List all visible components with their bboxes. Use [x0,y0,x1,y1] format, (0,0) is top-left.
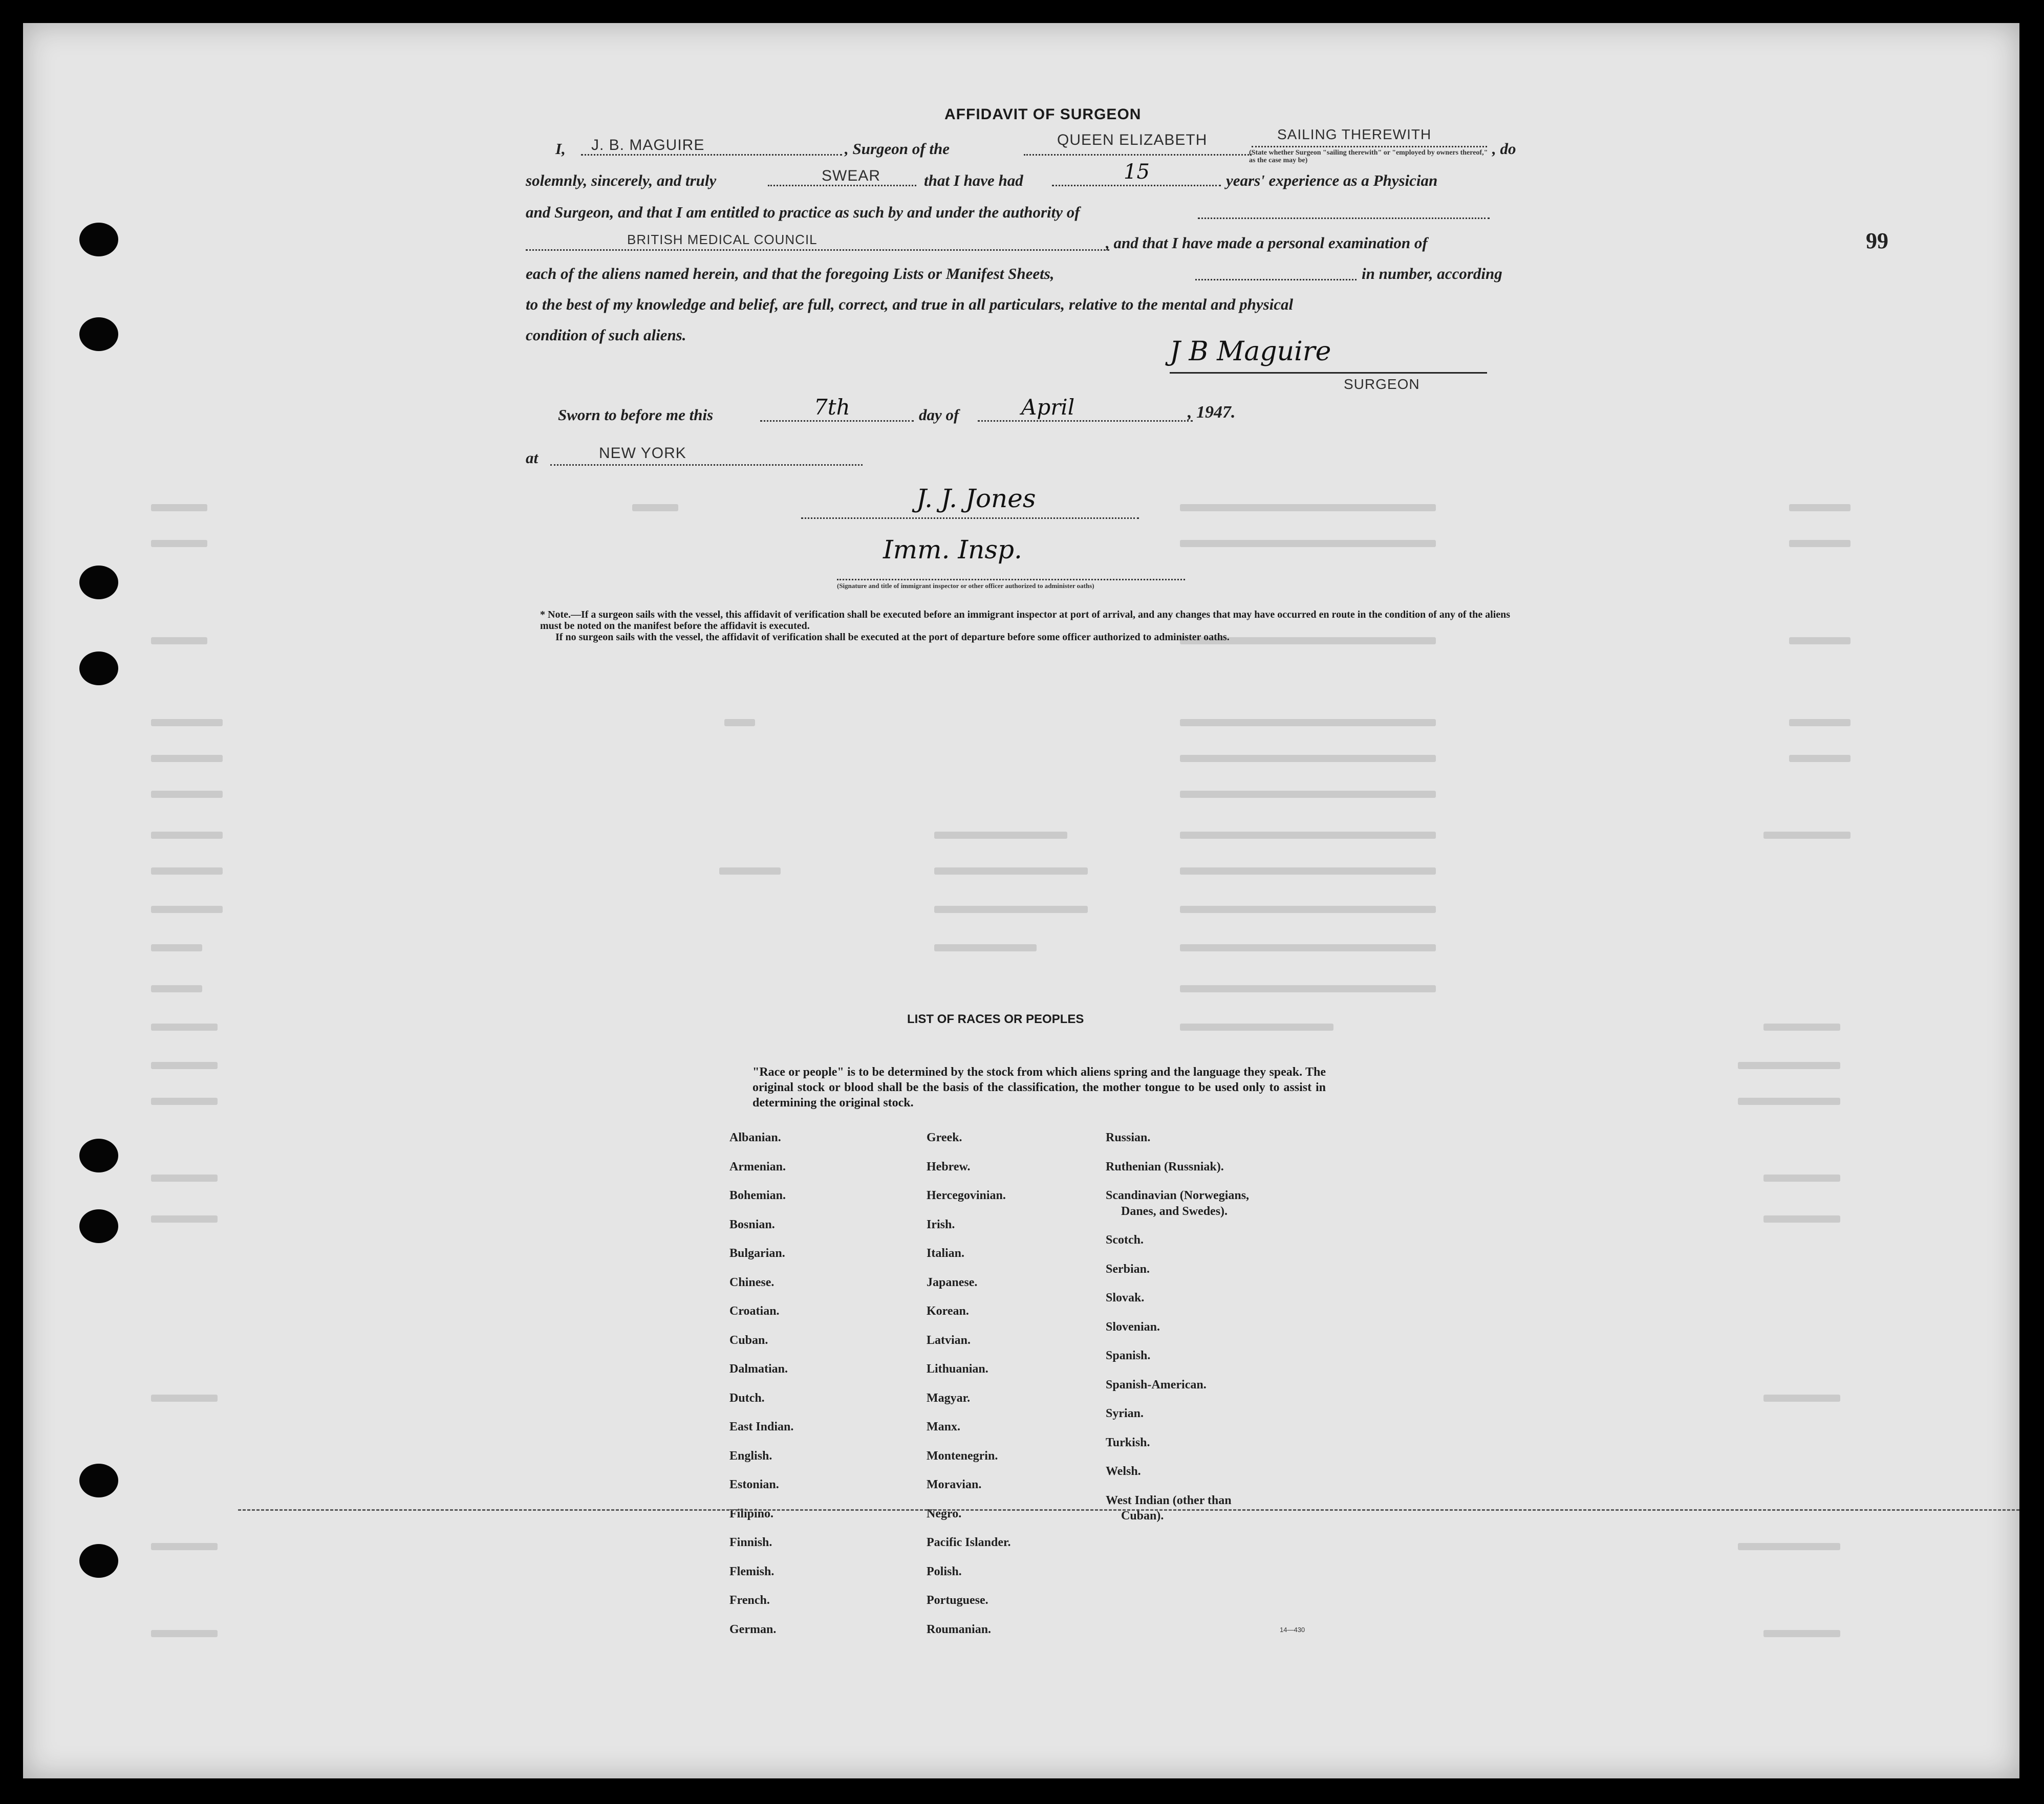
race-item: Japanese. [927,1276,978,1289]
race-item: Dalmatian. [729,1362,788,1376]
race-item: Slovenian. [1106,1320,1160,1334]
line5-prefix: each of the aliens named herein, and that the foregoing Lists or Manifest Sheets, [526,265,1055,282]
race-item: Russian. [1106,1131,1151,1144]
race-item: Welsh. [1106,1465,1141,1478]
race-item: Portuguese. [927,1594,988,1607]
line5-suffix: in number, according [1362,265,1502,282]
race-item: Flemish. [729,1565,774,1578]
at-text: at [526,449,539,467]
sailing-note: (State whether Surgeon "sailing therewith" or "employed by owners thereof," as the case may be) [1249,149,1488,164]
race-item: Korean. [927,1305,969,1318]
race-item: Cuban). [1121,1509,1164,1523]
sworn-day: 7th [814,395,850,420]
affidavit-note [540,609,1533,643]
surgeon-name: J. B. MAGUIRE [591,137,705,154]
race-item: Lithuanian. [927,1362,988,1376]
line1-prefix: I, [555,140,566,158]
line2-prefix: solemnly, sincerely, and truly [526,171,717,189]
race-item: Filipino. [729,1507,774,1520]
race-item: Pacific Islander. [927,1536,1011,1549]
place-name: NEW YORK [599,445,686,462]
race-item: Spanish. [1106,1349,1151,1362]
race-item: Roumanian. [927,1623,992,1636]
race-item: Greek. [927,1131,962,1144]
inspector-title-signature: Imm. Insp. [883,535,1022,564]
fill-line [1198,218,1490,219]
line7: condition of such aliens. [526,326,686,344]
race-item: Scotch. [1106,1233,1144,1247]
surgeon-signature: J B Maguire [1170,336,1331,367]
fill-line [978,420,1193,422]
race-item: English. [729,1449,772,1463]
race-item: Bosnian. [729,1218,775,1231]
race-item: Slovak. [1106,1291,1145,1305]
race-item: Magyar. [927,1392,971,1405]
sworn-year: , 1947. [1188,403,1236,422]
race-item: Irish. [927,1218,955,1231]
race-item: Ruthenian (Russniak). [1106,1160,1224,1173]
that-text: that I have had [924,171,1023,189]
line6: to the best of my knowledge and belief, are full, correct, and true in all particulars, relative to the mental and physical [526,295,1294,313]
race-item: Bohemian. [729,1189,786,1202]
fill-line [526,249,1109,251]
fill-line [760,420,914,422]
document-page [23,23,2019,1778]
race-item: Scandinavian (Norwegians, [1106,1189,1250,1202]
race-item: West Indian (other than [1106,1494,1232,1507]
page-crease [238,1509,2019,1511]
race-item: Serbian. [1106,1263,1150,1276]
race-item: Croatian. [729,1305,780,1318]
race-item: Hebrew. [927,1160,971,1173]
surgeon-of-text: , Surgeon of the [845,140,950,158]
race-item: Spanish-American. [1106,1378,1207,1392]
signature-line [1170,372,1487,374]
race-item: Italian. [927,1247,965,1260]
day-of-text: day of [919,406,959,424]
sworn-month: April [1021,395,1075,420]
fill-line [581,154,842,156]
fill-line [837,579,1185,580]
page-number: 99 [1866,228,1888,253]
sailing-status: SAILING THEREWITH [1277,126,1432,142]
signature-title: SURGEON [1344,376,1420,392]
race-item: Danes, and Swedes). [1121,1205,1228,1218]
race-item: Manx. [927,1420,960,1433]
sworn-prefix: Sworn to before me this [558,406,714,424]
authority: BRITISH MEDICAL COUNCIL [627,232,817,247]
race-item: Polish. [927,1565,962,1578]
fill-line [1052,185,1221,186]
line3: and Surgeon, and that I am entitled to practice as such by and under the authority of [526,203,1080,221]
form-number: 14—430 [1280,1626,1305,1634]
races-intro: "Race or people" is to be determined by the stock from which aliens spring and the language they speak. The original stock or blood shall be the basis of the classification, the mother tongue to be used only to assist in determining the original stock. [752,1066,1326,1110]
years-value: 15 [1124,160,1150,184]
vessel-name: QUEEN ELIZABETH [1057,132,1208,148]
race-item: German. [729,1623,777,1636]
fill-line [1024,154,1252,156]
inspector-signature: J. J. Jones [916,484,1036,513]
race-item: Estonian. [729,1478,779,1491]
race-item: Moravian. [927,1478,982,1491]
race-item: Latvian. [927,1334,971,1347]
note-lead: * Note. [540,609,571,620]
race-item: Hercegovinian. [927,1189,1006,1202]
affidavit-title: AFFIDAVIT OF SURGEON [944,106,1142,123]
bleed-through-background [23,23,2019,1778]
do-text: , do [1492,140,1516,158]
years-text: years' experience as a Physician [1226,171,1438,189]
note-paragraph-1: —If a surgeon sails with the vessel, this affidavit of verification shall be executed before an immigrant inspector at port of arrival, and any changes that may have occurred en route in the condition of any of the aliens must be noted on the manifest before the affidavit is executed. [540,609,1511,632]
race-item: Syrian. [1106,1407,1144,1420]
race-item: French. [729,1594,770,1607]
inspector-caption: (Signature and title of immigrant inspector or other officer authorized to administer oaths) [837,582,1094,590]
oath-word: SWEAR [822,167,881,184]
race-item: Finnish. [729,1536,772,1549]
line4-suffix: , and that I have made a personal examination of [1106,234,1428,252]
race-item: Turkish. [1106,1436,1150,1449]
race-item: Montenegrin. [927,1449,998,1463]
fill-line [1195,279,1357,280]
race-item: Cuban. [729,1334,768,1347]
race-item: Bulgarian. [729,1247,785,1260]
fill-line [550,464,863,466]
fill-line [801,517,1139,519]
race-item: East Indian. [729,1420,794,1433]
races-title: LIST OF RACES OR PEOPLES [907,1012,1084,1026]
race-item: Dutch. [729,1392,765,1405]
note-paragraph-2: If no surgeon sails with the vessel, the affidavit of verification shall be executed at the port of departure before some officer authorized to administer oaths. [555,632,1230,643]
race-item: Armenian. [729,1160,786,1173]
race-item: Negro. [927,1507,962,1520]
fill-line [1252,146,1487,147]
race-item: Chinese. [729,1276,774,1289]
fill-line [768,185,916,186]
race-item: Albanian. [729,1131,781,1144]
